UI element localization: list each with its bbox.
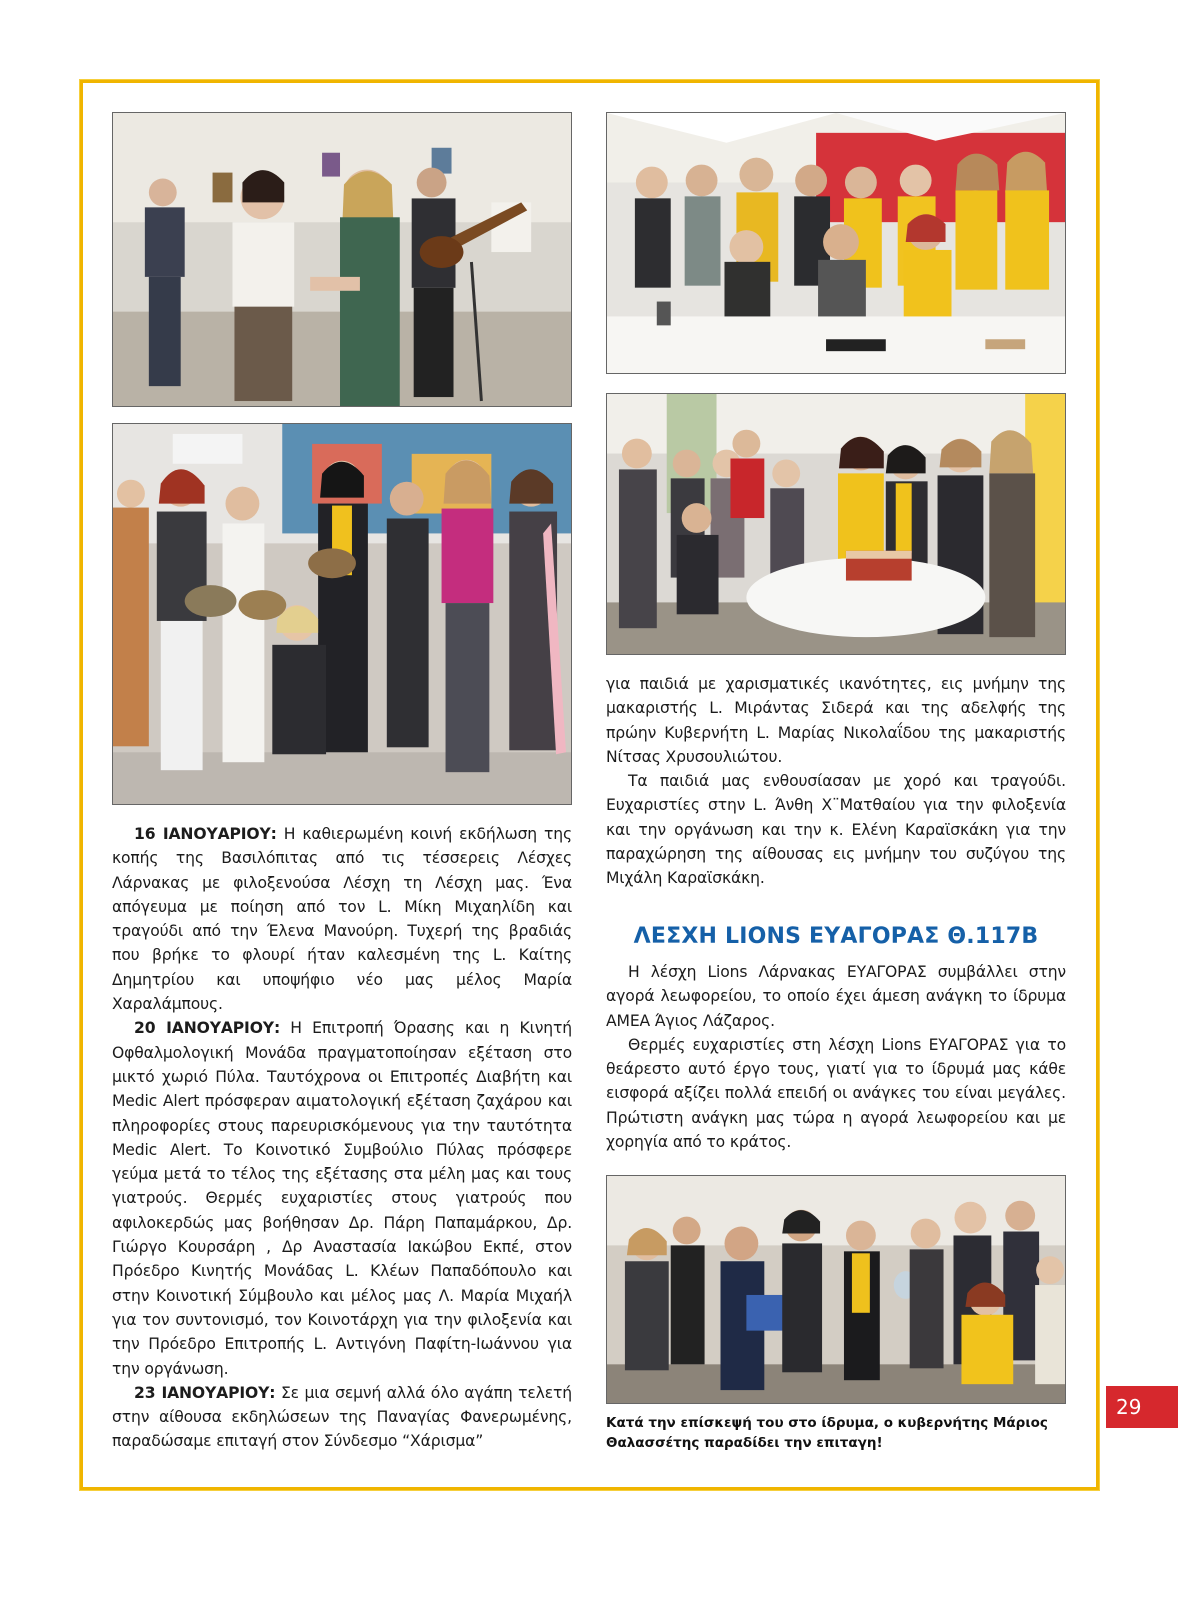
left-column-text xyxy=(112,822,572,1454)
entry-23-january xyxy=(112,1381,572,1454)
entry-body: Η Επιτροπή Όρασης και η Κινητή Οφθαλμολογική Μονάδα πραγματοποίησαν εξέταση στο μικτό χωριό Πύλα. Ταυτόχρονα οι Επιτροπές Διαβήτη και Medic Alert πρόσφεραν αιματολογική εξέταση ζαχάρου και πληροφορίες στους παρευρισκόμενους για την ταυτότητα Medic Alert. Το Κοινοτικό Συμβούλιο Πύλας πρόσφερε γεύμα μετά το τέλος της εξέτασης στα μέλη μας και τους γιατρούς. Θερμές ευχαριστίες στους γιατρούς που αφιλοκερδώς μας βοήθησαν Δρ. Πάρη Παπαμάρκου, Δρ. Γιώργο Κουρσάρη , Δρ Αναστασία Ιακώβου Εκπέ, στον Πρόεδρο Κινητής Μονάδας L. Κλέων Παπαδόπουλο και στην Κοινοτική Σύμβουλο και μέλος μας Λ. Μαρία Μιχαήλ για τον συντονισμό, τον Κοινοτάρχη για την φιλοξενία και την Πρόεδρο Επιτροπής L. Αντιγόνη Παφίτη-Ιωάννου για την οργάνωση. xyxy=(112,1019,572,1378)
entry-date: 23 ΙΑΝΟΥΑΡΙΟΥ: xyxy=(134,1383,276,1402)
photo-group-gifts xyxy=(112,423,572,805)
entry-20-january xyxy=(112,1016,572,1380)
entry-16-january xyxy=(112,822,572,1016)
continuation-paragraph: για παιδιά με χαρισματικές ικανότητες, εις μνήμην της μακαριστής L. Μιράντας Σιδερά και της αδελφής της πρώην Κυβερνήτη L. Μαρίας Νικολαΐδου της μακαριστής Νίτσας Χρυσουλιώτου. xyxy=(606,675,1066,766)
photo-caption xyxy=(606,1413,1076,1453)
caption-line: Θαλασσέτης παραδίδει την επιταγη! xyxy=(606,1435,883,1451)
entry-date: 20 ΙΑΝΟΥΑΡΙΟΥ: xyxy=(134,1019,281,1038)
right-column-text-bottom xyxy=(606,960,1066,1154)
caption-line: Κατά την επίσκεψή του στο ίδρυμα, ο κυβερνήτης Μάριος xyxy=(606,1415,1048,1431)
evagoras-paragraph: Η λέσχη Lions Λάρνακας ΕΥΑΓΟΡΑΣ συμβάλλει στην αγορά λεωφορείου, το οποίο έχει άμεση ανάγκη το ίδρυμα ΑΜΕΑ Άγιος Λάζαρος. xyxy=(606,963,1066,1030)
photo-lions-table xyxy=(606,112,1066,374)
entry-body: Η καθιερωμένη κοινή εκδήλωση της κοπής της Βασιλόπιτας από τις τέσσερεις Λέσχες Λάρνακας με φιλοξενούσα Λέσχη τη Λέσχη μας. Ένα απόγευμα με ποίηση από τον L. Μίκη Μιχαηλίδη και τραγούδι από την Έλενα Μανούρη. Τυχερή της βραδιάς που βρήκε το φλουρί ήταν καλεσμένη της L. Καίτης Δημητρίου και υποψήφιο νέο μας μέλος Μαρία Χαραλάμπους. xyxy=(112,825,573,1014)
entry-date: 16 ΙΑΝΟΥΑΡΙΟΥ: xyxy=(134,825,277,843)
photo-cake-cutting xyxy=(606,393,1066,655)
thanks-paragraph: Τα παιδιά μας ενθουσίασαν με χορό και τραγούδι. Ευχαριστίες στην L. Άνθη Χ¨Ματθαίου για την φιλοξενία και την οργάνωση και την κ. Ελένη Καραϊσκάκη για την παραχώρηση της αίθουσας εις μνήμην του συζύγου της Μιχάλη Καραϊσκάκη. xyxy=(606,772,1066,888)
section-heading: ΛΕΣΧΗ LIONS ΕΥΑΓΟΡΑΣ Θ.117Β xyxy=(633,924,1039,949)
photo-handshake xyxy=(112,112,572,407)
evagoras-thanks-paragraph: Θερμές ευχαριστίες στη λέσχη Lions ΕΥΑΓΟΡΑΣ για το θεάρεστο αυτό έργο τους, γιατί για το ίδρυμά μας κάθε εισφορά αξίζει πολλά επειδή οι ανάγκες του είναι μεγάλες. Πρώτιστη ανάγκη μας τώρα η αγορά λεωφορείου και με χορηγία από το κράτος. xyxy=(606,1035,1066,1152)
right-column-text-top xyxy=(606,672,1066,891)
entry-body: Σε μια σεμνή αλλά όλο αγάπη τελετή στην αίθουσα εκδηλώσεων της Παναγίας Φανερωμένης, παραδώσαμε επιταγή στον Σύνδεσμο “Χάρισμα” xyxy=(112,1383,572,1451)
photo-cheque-presentation xyxy=(606,1175,1066,1404)
page-number-badge: 29 xyxy=(1106,1386,1178,1428)
